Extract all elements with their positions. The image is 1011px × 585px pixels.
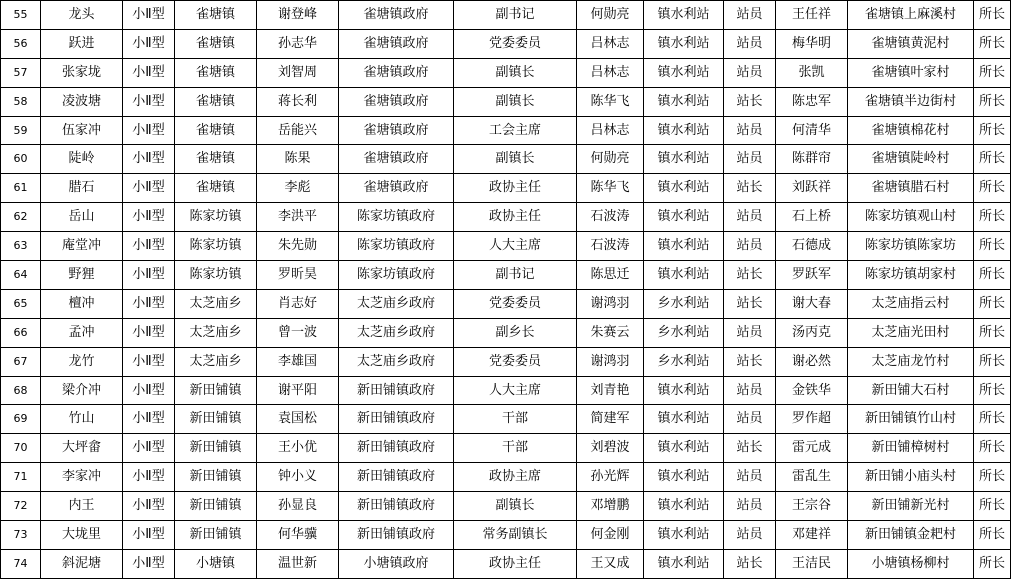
- reservoir-name-cell: 陡岭: [41, 145, 123, 174]
- technical-position-cell: 站员: [724, 318, 776, 347]
- technical-responsible-person-cell: 刘碧波: [577, 434, 644, 463]
- row-number-cell: 67: [1, 347, 41, 376]
- admin-position-cell: 副镇长: [454, 145, 577, 174]
- reservoir-scale-cell: 小Ⅱ型: [123, 261, 175, 290]
- inspection-unit-cell: 雀塘镇棉花村: [848, 116, 974, 145]
- inspection-position-cell: 所长: [974, 492, 1011, 521]
- technical-unit-cell: 镇水利站: [644, 549, 724, 578]
- technical-unit-cell: 镇水利站: [644, 376, 724, 405]
- reservoir-scale-cell: 小Ⅱ型: [123, 492, 175, 521]
- inspection-person-cell: 石德成: [776, 232, 848, 261]
- admin-responsible-person-cell: 谢平阳: [257, 376, 339, 405]
- admin-unit-cell: 太芝庙乡政府: [339, 347, 454, 376]
- table-row: [1, 405, 1011, 434]
- inspection-person-cell: 汤丙克: [776, 318, 848, 347]
- reservoir-scale-cell: 小Ⅱ型: [123, 521, 175, 550]
- technical-position-cell: 站长: [724, 174, 776, 203]
- technical-responsible-person-cell: 石波涛: [577, 203, 644, 232]
- township-cell: 新田铺镇: [175, 376, 257, 405]
- technical-unit-cell: 镇水利站: [644, 261, 724, 290]
- admin-position-cell: 副镇长: [454, 492, 577, 521]
- admin-position-cell: 党委委员: [454, 347, 577, 376]
- technical-position-cell: 站长: [724, 289, 776, 318]
- admin-unit-cell: 新田铺镇政府: [339, 405, 454, 434]
- township-cell: 雀塘镇: [175, 116, 257, 145]
- reservoir-name-cell: 凌波塘: [41, 87, 123, 116]
- technical-responsible-person-cell: 简建军: [577, 405, 644, 434]
- reservoir-name-cell: 檀冲: [41, 289, 123, 318]
- reservoir-scale-cell: 小Ⅱ型: [123, 203, 175, 232]
- reservoir-scale-cell: 小Ⅱ型: [123, 434, 175, 463]
- inspection-person-cell: 石上桥: [776, 203, 848, 232]
- admin-unit-cell: 雀塘镇政府: [339, 29, 454, 58]
- technical-responsible-person-cell: 邓增鹏: [577, 492, 644, 521]
- inspection-position-cell: 所长: [974, 203, 1011, 232]
- row-number-cell: 57: [1, 58, 41, 87]
- technical-unit-cell: 镇水利站: [644, 463, 724, 492]
- reservoir-scale-cell: 小Ⅱ型: [123, 1, 175, 30]
- reservoir-name-cell: 庵堂冲: [41, 232, 123, 261]
- admin-unit-cell: 陈家坊镇政府: [339, 232, 454, 261]
- technical-position-cell: 站长: [724, 87, 776, 116]
- admin-unit-cell: 陈家坊镇政府: [339, 261, 454, 290]
- reservoir-name-cell: 内王: [41, 492, 123, 521]
- admin-position-cell: 政协主任: [454, 174, 577, 203]
- reservoir-scale-cell: 小Ⅱ型: [123, 29, 175, 58]
- row-number-cell: 72: [1, 492, 41, 521]
- technical-responsible-person-cell: 何勋亮: [577, 145, 644, 174]
- table-row: [1, 549, 1011, 578]
- inspection-unit-cell: 新田铺樟树村: [848, 434, 974, 463]
- admin-unit-cell: 雀塘镇政府: [339, 58, 454, 87]
- admin-responsible-person-cell: 王小优: [257, 434, 339, 463]
- township-cell: 太芝庙乡: [175, 318, 257, 347]
- admin-unit-cell: 新田铺镇政府: [339, 434, 454, 463]
- reservoir-name-cell: 大坪畲: [41, 434, 123, 463]
- inspection-person-cell: 谢大春: [776, 289, 848, 318]
- inspection-person-cell: 罗跃军: [776, 261, 848, 290]
- table-row: [1, 203, 1011, 232]
- admin-unit-cell: 新田铺镇政府: [339, 376, 454, 405]
- admin-unit-cell: 太芝庙乡政府: [339, 289, 454, 318]
- reservoir-name-cell: 龙头: [41, 1, 123, 30]
- admin-unit-cell: 雀塘镇政府: [339, 87, 454, 116]
- inspection-unit-cell: 太芝庙龙竹村: [848, 347, 974, 376]
- inspection-unit-cell: 太芝庙光田村: [848, 318, 974, 347]
- inspection-unit-cell: 雀塘镇腊石村: [848, 174, 974, 203]
- inspection-unit-cell: 雀塘镇上麻溪村: [848, 1, 974, 30]
- table-row: [1, 376, 1011, 405]
- inspection-person-cell: 雷元成: [776, 434, 848, 463]
- inspection-person-cell: 王任祥: [776, 1, 848, 30]
- admin-unit-cell: 新田铺镇政府: [339, 463, 454, 492]
- admin-responsible-person-cell: 温世新: [257, 549, 339, 578]
- table-row: [1, 521, 1011, 550]
- admin-unit-cell: 小塘镇政府: [339, 549, 454, 578]
- inspection-position-cell: 所长: [974, 521, 1011, 550]
- reservoir-scale-cell: 小Ⅱ型: [123, 376, 175, 405]
- admin-responsible-person-cell: 罗昕昊: [257, 261, 339, 290]
- reservoir-name-cell: 野狸: [41, 261, 123, 290]
- technical-position-cell: 站员: [724, 232, 776, 261]
- inspection-unit-cell: 新田铺镇竹山村: [848, 405, 974, 434]
- technical-unit-cell: 镇水利站: [644, 174, 724, 203]
- reservoir-scale-cell: 小Ⅱ型: [123, 174, 175, 203]
- technical-position-cell: 站员: [724, 521, 776, 550]
- inspection-unit-cell: 新田铺新光村: [848, 492, 974, 521]
- reservoir-scale-cell: 小Ⅱ型: [123, 145, 175, 174]
- row-number-cell: 73: [1, 521, 41, 550]
- technical-unit-cell: 镇水利站: [644, 116, 724, 145]
- technical-unit-cell: 乡水利站: [644, 347, 724, 376]
- row-number-cell: 74: [1, 549, 41, 578]
- admin-unit-cell: 雀塘镇政府: [339, 116, 454, 145]
- technical-unit-cell: 镇水利站: [644, 434, 724, 463]
- technical-responsible-person-cell: 陈思迁: [577, 261, 644, 290]
- inspection-position-cell: 所长: [974, 405, 1011, 434]
- technical-position-cell: 站员: [724, 145, 776, 174]
- township-cell: 雀塘镇: [175, 58, 257, 87]
- inspection-position-cell: 所长: [974, 261, 1011, 290]
- inspection-person-cell: 谢必然: [776, 347, 848, 376]
- row-number-cell: 70: [1, 434, 41, 463]
- admin-position-cell: 党委委员: [454, 289, 577, 318]
- technical-unit-cell: 镇水利站: [644, 29, 724, 58]
- admin-responsible-person-cell: 岳能兴: [257, 116, 339, 145]
- admin-responsible-person-cell: 谢登峰: [257, 1, 339, 30]
- inspection-person-cell: 邓建祥: [776, 521, 848, 550]
- inspection-person-cell: 刘跃祥: [776, 174, 848, 203]
- admin-responsible-person-cell: 刘智周: [257, 58, 339, 87]
- admin-position-cell: 政协主任: [454, 549, 577, 578]
- row-number-cell: 59: [1, 116, 41, 145]
- township-cell: 陈家坊镇: [175, 232, 257, 261]
- inspection-unit-cell: 新田铺小庙头村: [848, 463, 974, 492]
- inspection-position-cell: 所长: [974, 376, 1011, 405]
- technical-position-cell: 站员: [724, 116, 776, 145]
- technical-responsible-person-cell: 吕林志: [577, 116, 644, 145]
- technical-position-cell: 站员: [724, 29, 776, 58]
- reservoir-scale-cell: 小Ⅱ型: [123, 463, 175, 492]
- technical-unit-cell: 镇水利站: [644, 521, 724, 550]
- township-cell: 太芝庙乡: [175, 289, 257, 318]
- inspection-person-cell: 王宗谷: [776, 492, 848, 521]
- reservoir-name-cell: 竹山: [41, 405, 123, 434]
- admin-position-cell: 政协主席: [454, 463, 577, 492]
- technical-position-cell: 站员: [724, 203, 776, 232]
- table-row: [1, 347, 1011, 376]
- reservoir-name-cell: 腊石: [41, 174, 123, 203]
- technical-unit-cell: 镇水利站: [644, 58, 724, 87]
- admin-responsible-person-cell: 朱先勋: [257, 232, 339, 261]
- technical-unit-cell: 镇水利站: [644, 405, 724, 434]
- row-number-cell: 62: [1, 203, 41, 232]
- township-cell: 小塘镇: [175, 549, 257, 578]
- row-number-cell: 56: [1, 29, 41, 58]
- inspection-person-cell: 张凯: [776, 58, 848, 87]
- technical-position-cell: 站员: [724, 376, 776, 405]
- township-cell: 新田铺镇: [175, 492, 257, 521]
- technical-position-cell: 站员: [724, 463, 776, 492]
- admin-position-cell: 干部: [454, 434, 577, 463]
- admin-unit-cell: 太芝庙乡政府: [339, 318, 454, 347]
- township-cell: 新田铺镇: [175, 521, 257, 550]
- row-number-cell: 61: [1, 174, 41, 203]
- table-row: [1, 58, 1011, 87]
- table-row: [1, 174, 1011, 203]
- reservoir-name-cell: 伍家冲: [41, 116, 123, 145]
- admin-responsible-person-cell: 李彪: [257, 174, 339, 203]
- technical-responsible-person-cell: 孙光辉: [577, 463, 644, 492]
- admin-position-cell: 政协主任: [454, 203, 577, 232]
- technical-position-cell: 站员: [724, 58, 776, 87]
- admin-position-cell: 党委委员: [454, 29, 577, 58]
- technical-responsible-person-cell: 石波涛: [577, 232, 644, 261]
- admin-position-cell: 副镇长: [454, 87, 577, 116]
- inspection-position-cell: 所长: [974, 232, 1011, 261]
- reservoir-name-cell: 大垅里: [41, 521, 123, 550]
- inspection-position-cell: 所长: [974, 87, 1011, 116]
- inspection-unit-cell: 新田铺大石村: [848, 376, 974, 405]
- row-number-cell: 68: [1, 376, 41, 405]
- technical-responsible-person-cell: 陈华飞: [577, 174, 644, 203]
- admin-unit-cell: 陈家坊镇政府: [339, 203, 454, 232]
- inspection-person-cell: 金铁华: [776, 376, 848, 405]
- admin-responsible-person-cell: 何华骥: [257, 521, 339, 550]
- table-row: [1, 232, 1011, 261]
- admin-unit-cell: 雀塘镇政府: [339, 174, 454, 203]
- admin-responsible-person-cell: 李洪平: [257, 203, 339, 232]
- row-number-cell: 69: [1, 405, 41, 434]
- row-number-cell: 71: [1, 463, 41, 492]
- row-number-cell: 63: [1, 232, 41, 261]
- admin-responsible-person-cell: 陈果: [257, 145, 339, 174]
- inspection-unit-cell: 陈家坊镇观山村: [848, 203, 974, 232]
- row-number-cell: 64: [1, 261, 41, 290]
- table-row: [1, 145, 1011, 174]
- admin-unit-cell: 雀塘镇政府: [339, 145, 454, 174]
- reservoir-scale-cell: 小Ⅱ型: [123, 347, 175, 376]
- reservoir-name-cell: 李家冲: [41, 463, 123, 492]
- technical-position-cell: 站长: [724, 347, 776, 376]
- technical-responsible-person-cell: 王又成: [577, 549, 644, 578]
- inspection-person-cell: 雷乱生: [776, 463, 848, 492]
- admin-responsible-person-cell: 钟小义: [257, 463, 339, 492]
- admin-responsible-person-cell: 孙志华: [257, 29, 339, 58]
- technical-responsible-person-cell: 朱赛云: [577, 318, 644, 347]
- table-row: [1, 1, 1011, 30]
- inspection-position-cell: 所长: [974, 1, 1011, 30]
- admin-responsible-person-cell: 袁国松: [257, 405, 339, 434]
- technical-position-cell: 站长: [724, 434, 776, 463]
- township-cell: 雀塘镇: [175, 174, 257, 203]
- row-number-cell: 60: [1, 145, 41, 174]
- technical-unit-cell: 乡水利站: [644, 289, 724, 318]
- inspection-position-cell: 所长: [974, 318, 1011, 347]
- technical-unit-cell: 乡水利站: [644, 318, 724, 347]
- technical-responsible-person-cell: 吕林志: [577, 29, 644, 58]
- inspection-position-cell: 所长: [974, 289, 1011, 318]
- township-cell: 新田铺镇: [175, 405, 257, 434]
- technical-unit-cell: 镇水利站: [644, 145, 724, 174]
- admin-responsible-person-cell: 肖志好: [257, 289, 339, 318]
- reservoir-name-cell: 张家垅: [41, 58, 123, 87]
- row-number-cell: 66: [1, 318, 41, 347]
- technical-position-cell: 站长: [724, 261, 776, 290]
- reservoir-scale-cell: 小Ⅱ型: [123, 318, 175, 347]
- technical-responsible-person-cell: 刘青艳: [577, 376, 644, 405]
- inspection-unit-cell: 雀塘镇陡岭村: [848, 145, 974, 174]
- admin-position-cell: 干部: [454, 405, 577, 434]
- admin-responsible-person-cell: 曾一波: [257, 318, 339, 347]
- township-cell: 陈家坊镇: [175, 203, 257, 232]
- table-row: [1, 463, 1011, 492]
- reservoir-name-cell: 梁介冲: [41, 376, 123, 405]
- admin-responsible-person-cell: 李雄国: [257, 347, 339, 376]
- technical-unit-cell: 镇水利站: [644, 203, 724, 232]
- technical-responsible-person-cell: 何金刚: [577, 521, 644, 550]
- inspection-unit-cell: 陈家坊镇胡家村: [848, 261, 974, 290]
- township-cell: 雀塘镇: [175, 29, 257, 58]
- admin-unit-cell: 雀塘镇政府: [339, 1, 454, 30]
- township-cell: 陈家坊镇: [175, 261, 257, 290]
- inspection-position-cell: 所长: [974, 463, 1011, 492]
- technical-responsible-person-cell: 何勋亮: [577, 1, 644, 30]
- admin-position-cell: 常务副镇长: [454, 521, 577, 550]
- table-body: [1, 1, 1011, 579]
- inspection-person-cell: 陈忠军: [776, 87, 848, 116]
- admin-position-cell: 人大主席: [454, 232, 577, 261]
- technical-position-cell: 站员: [724, 405, 776, 434]
- table-row: [1, 116, 1011, 145]
- table-row: [1, 87, 1011, 116]
- reservoir-scale-cell: 小Ⅱ型: [123, 58, 175, 87]
- inspection-position-cell: 所长: [974, 116, 1011, 145]
- inspection-unit-cell: 太芝庙指云村: [848, 289, 974, 318]
- reservoir-scale-cell: 小Ⅱ型: [123, 289, 175, 318]
- inspection-unit-cell: 新田铺镇金耙村: [848, 521, 974, 550]
- reservoir-name-cell: 跃进: [41, 29, 123, 58]
- inspection-position-cell: 所长: [974, 145, 1011, 174]
- admin-position-cell: 副乡长: [454, 318, 577, 347]
- table-row: [1, 289, 1011, 318]
- admin-responsible-person-cell: 孙显良: [257, 492, 339, 521]
- reservoir-scale-cell: 小Ⅱ型: [123, 405, 175, 434]
- technical-unit-cell: 镇水利站: [644, 492, 724, 521]
- reservoir-scale-cell: 小Ⅱ型: [123, 549, 175, 578]
- inspection-person-cell: 陈群帘: [776, 145, 848, 174]
- table-row: [1, 261, 1011, 290]
- inspection-person-cell: 梅华明: [776, 29, 848, 58]
- technical-unit-cell: 镇水利站: [644, 232, 724, 261]
- reservoir-scale-cell: 小Ⅱ型: [123, 232, 175, 261]
- reservoir-name-cell: 龙竹: [41, 347, 123, 376]
- table-row: [1, 29, 1011, 58]
- admin-position-cell: 副书记: [454, 261, 577, 290]
- reservoir-scale-cell: 小Ⅱ型: [123, 87, 175, 116]
- table-row: [1, 492, 1011, 521]
- inspection-person-cell: 王洁民: [776, 549, 848, 578]
- inspection-person-cell: 罗作超: [776, 405, 848, 434]
- inspection-position-cell: 所长: [974, 58, 1011, 87]
- admin-position-cell: 工会主席: [454, 116, 577, 145]
- technical-responsible-person-cell: 谢鸿羽: [577, 347, 644, 376]
- inspection-position-cell: 所长: [974, 174, 1011, 203]
- table-row: [1, 434, 1011, 463]
- row-number-cell: 65: [1, 289, 41, 318]
- technical-position-cell: 站长: [724, 549, 776, 578]
- reservoir-name-cell: 孟冲: [41, 318, 123, 347]
- technical-unit-cell: 镇水利站: [644, 1, 724, 30]
- inspection-position-cell: 所长: [974, 347, 1011, 376]
- inspection-position-cell: 所长: [974, 434, 1011, 463]
- inspection-unit-cell: 雀塘镇半边街村: [848, 87, 974, 116]
- inspection-position-cell: 所长: [974, 29, 1011, 58]
- inspection-unit-cell: 小塘镇杨柳村: [848, 549, 974, 578]
- inspection-unit-cell: 雀塘镇黄泥村: [848, 29, 974, 58]
- inspection-unit-cell: 陈家坊镇陈家坊: [848, 232, 974, 261]
- technical-position-cell: 站员: [724, 492, 776, 521]
- technical-responsible-person-cell: 谢鸿羽: [577, 289, 644, 318]
- township-cell: 雀塘镇: [175, 1, 257, 30]
- township-cell: 雀塘镇: [175, 87, 257, 116]
- technical-position-cell: 站员: [724, 1, 776, 30]
- admin-responsible-person-cell: 蒋长利: [257, 87, 339, 116]
- township-cell: 新田铺镇: [175, 463, 257, 492]
- inspection-position-cell: 所长: [974, 549, 1011, 578]
- inspection-unit-cell: 雀塘镇叶家村: [848, 58, 974, 87]
- township-cell: 雀塘镇: [175, 145, 257, 174]
- admin-unit-cell: 新田铺镇政府: [339, 492, 454, 521]
- admin-unit-cell: 新田铺镇政府: [339, 521, 454, 550]
- admin-position-cell: 副书记: [454, 1, 577, 30]
- row-number-cell: 55: [1, 1, 41, 30]
- technical-responsible-person-cell: 陈华飞: [577, 87, 644, 116]
- admin-position-cell: 人大主席: [454, 376, 577, 405]
- admin-position-cell: 副镇长: [454, 58, 577, 87]
- township-cell: 太芝庙乡: [175, 347, 257, 376]
- reservoir-name-cell: 岳山: [41, 203, 123, 232]
- inspection-person-cell: 何清华: [776, 116, 848, 145]
- reservoir-name-cell: 斜泥塘: [41, 549, 123, 578]
- table-row: [1, 318, 1011, 347]
- technical-unit-cell: 镇水利站: [644, 87, 724, 116]
- township-cell: 新田铺镇: [175, 434, 257, 463]
- row-number-cell: 58: [1, 87, 41, 116]
- technical-responsible-person-cell: 吕林志: [577, 58, 644, 87]
- reservoir-scale-cell: 小Ⅱ型: [123, 116, 175, 145]
